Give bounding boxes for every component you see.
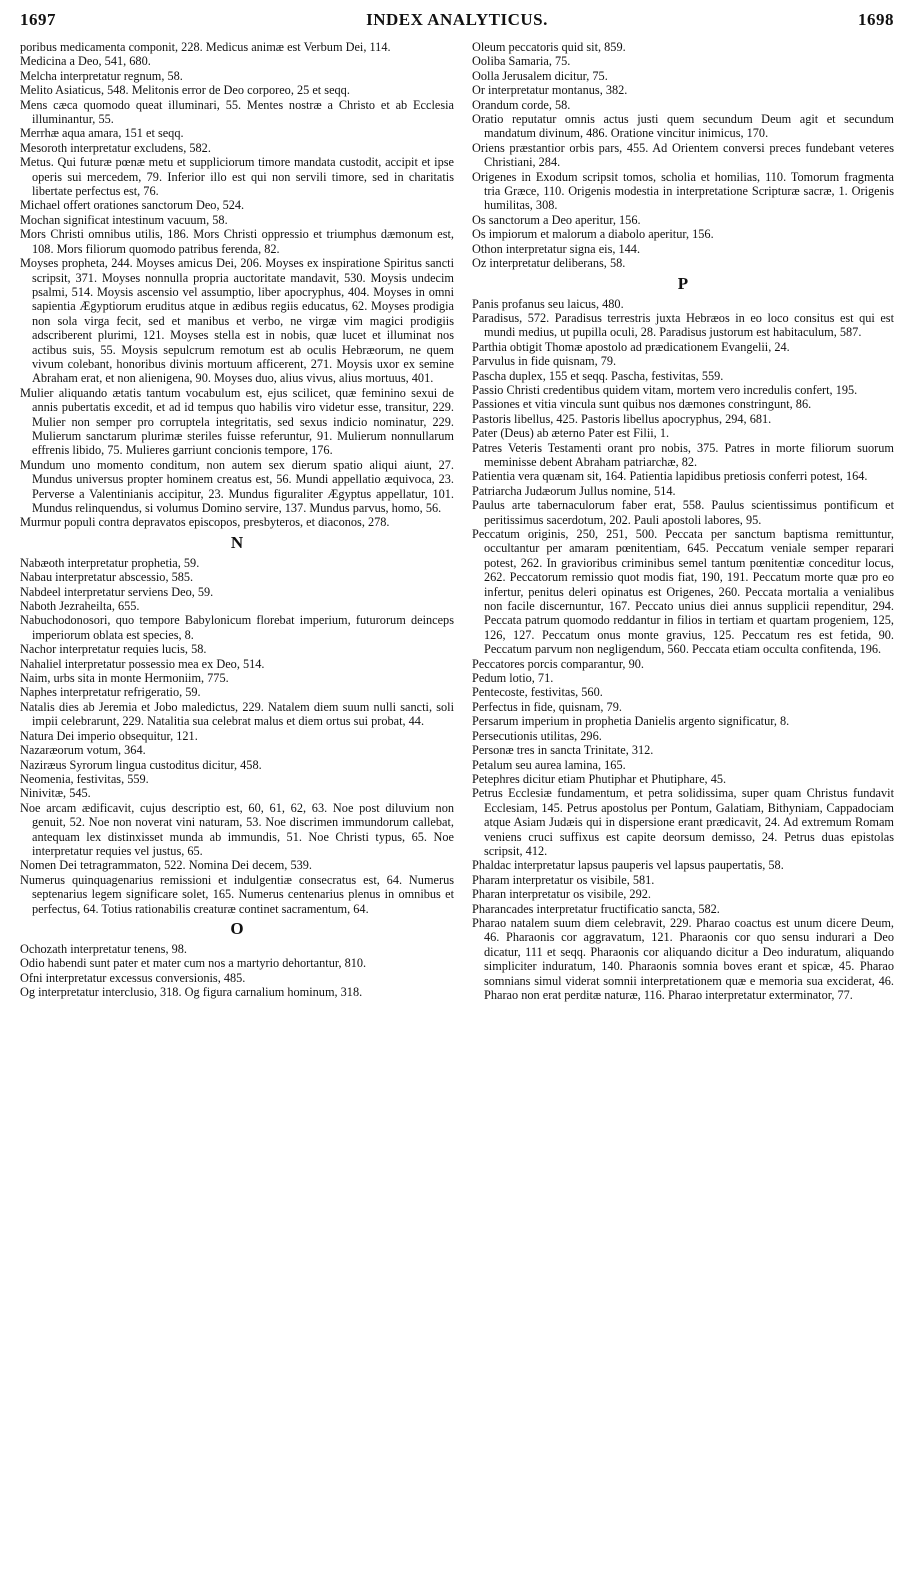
index-entry: Natalis dies ab Jeremia et Jobo maledictus, 229. Natalem diem suum nulli sancti, soli impii celebrarunt, 229. Natalitia sua celebrat malus et diem ortus sui probat, 44.	[20, 699, 454, 729]
index-entry: Medicina a Deo, 541, 680.	[20, 54, 151, 69]
index-entry: Pentecoste, festivitas, 560.	[472, 685, 603, 700]
index-entry: Naphes interpretatur refrigeratio, 59.	[20, 685, 201, 700]
index-entry: Merrhæ aqua amara, 151 et seqq.	[20, 126, 184, 141]
index-entry: Pharan interpretatur os visibile, 292.	[472, 887, 651, 902]
index-entry: Paulus arte tabernaculorum faber erat, 558. Paulus scientissimus pontificum et peritissimus sacerdotum, 202. Pauli apostoli labores, 95.	[472, 498, 894, 527]
index-entry: Pater (Deus) ab æterno Pater est Filii, 1.	[472, 426, 670, 441]
index-entry: Perfectus in fide, quisnam, 79.	[472, 699, 622, 714]
index-entry: Pedum lotio, 71.	[472, 671, 554, 686]
index-entry: Nabau interpretatur abscessio, 585.	[20, 570, 194, 585]
index-entry: Phaldac interpretatur lapsus pauperis vel lapsus paupertatis, 58.	[472, 858, 784, 873]
index-entry: Nabuchodonosori, quo tempore Babylonicum florebat imperium, futurorum deinceps imperiorum oblata est species, 8.	[20, 613, 454, 642]
index-entry: Nabdeel interpretatur serviens Deo, 59.	[20, 584, 214, 599]
index-entry: Numerus quinquagenarius remissioni et indulgentiæ consecratus est, 64. Numerus septenarius legem significare solet, 165. Numerus centenarius plenus in omnibus et perfectus, 64. Totius rationabilis creaturæ continet sacramentum, 64.	[20, 872, 454, 916]
index-entry: Patriarcha Judæorum Jullus nomine, 514.	[472, 483, 676, 498]
index-entry: Persecutionis utilitas, 296.	[472, 728, 602, 743]
index-entry: Metus. Qui futuræ pœnæ metu et suppliciorum timore mandata custodit, accipit et ipse operis sui mercedem, 79. Inferior illo est qui non servili timore, sed in charitatis libertate perfectus est, 76.	[20, 155, 454, 199]
index-entry: Persarum imperium in prophetia Danielis argento significatur, 8.	[472, 714, 790, 729]
index-entry: Petalum seu aurea lamina, 165.	[472, 757, 626, 772]
index-entry: Pharao natalem suum diem celebravit, 229. Pharao coactus est unum dicere Deum, 46. Pharaonis cor aggravatum, 121. Pharaonis cor quo sensu indurari a Deo dicatur, 111 et seqq. Pharaonis cor aliquando dicitur a Deo induratum, aliquando simpliciter induratum, 140. Pharaonis somnia boves erant et spicæ, 45. Pharao somnians simul viderat somnii interpretationem quæ e memoria sua exciderat, 46. Pharao non erat perditæ naturæ, 116. Pharao interpretatur exterminator, 77.	[472, 915, 894, 1002]
index-entry: Nazaræorum votum, 364.	[20, 743, 146, 758]
index-entry: Melcha interpretatur regnum, 58.	[20, 68, 183, 83]
left-column	[20, 40, 454, 1565]
index-entry: Patres Veteris Testamenti orant pro nobis, 375. Patres in morte filiorum suorum meminisse debent Abraham patriarchæ, 82.	[472, 440, 894, 469]
index-entry: Og interpretatur interclusio, 318. Og figura carnalium hominum, 318.	[20, 985, 363, 1000]
section-heading-p: P	[677, 273, 689, 293]
index-entry: Os sanctorum a Deo aperitur, 156.	[472, 212, 641, 227]
index-entry: Mors Christi omnibus utilis, 186. Mors Christi oppressio et triumphus dæmonum est, 108. Mors filiorum quomodo patribus ferenda, 82.	[20, 227, 454, 256]
right-column	[472, 40, 894, 1565]
index-entry: Nabæoth interpretatur prophetia, 59.	[20, 555, 200, 570]
index-entry: Orandum corde, 58.	[472, 97, 571, 112]
index-entry: Ofni interpretatur excessus conversionis, 485.	[20, 970, 246, 985]
index-entry: Pascha duplex, 155 et seqq. Pascha, festivitas, 559.	[472, 368, 724, 383]
index-entry: Patientia vera quænam sit, 164. Patientia lapidibus pretiosis conferri potest, 164.	[472, 469, 868, 484]
index-entry: Oolla Jerusalem dicitur, 75.	[472, 68, 608, 83]
entries-o-continued	[472, 40, 894, 271]
index-entry: Personæ tres in sancta Trinitate, 312.	[472, 743, 654, 758]
index-entry: poribus medicamenta componit, 228. Medicus animæ est Verbum Dei, 114.	[20, 40, 391, 54]
index-entry: Mulier aliquando ætatis tantum vocabulum est, ejus scilicet, quæ feminino sexui de annis pubertatis excedit, et ad id tempus quo habilis viro videtur esse, transitur, 229. Mulier non semper pro corruptela integritatis, sed sexus indicio nominatur, 229. Mulierum sanctarum plurimæ steriles fuisse referuntur, 91. Mulierum nonnullarum effrenis libido, 75. Mulieres garriunt concionis tempore, 176.	[20, 385, 454, 458]
index-entry: Othon interpretatur signa eis, 144.	[472, 241, 641, 256]
index-entry: Naim, urbs sita in monte Hermoniim, 775.	[20, 671, 229, 686]
index-entry: Naziræus Syrorum lingua custoditus dicitur, 458.	[20, 757, 262, 772]
index-entry: Nahaliel interpretatur possessio mea ex Deo, 514.	[20, 656, 265, 671]
entries-o	[20, 942, 454, 1000]
index-entry: Mesoroth interpretatur excludens, 582.	[20, 140, 211, 155]
section-heading-n: N	[230, 532, 244, 552]
index-entry: Pharam interpretatur os visibile, 581.	[472, 872, 655, 887]
index-entry: Odio habendi sunt pater et mater cum nos a martyrio dehortantur, 810.	[20, 956, 367, 971]
index-entry: Naboth Jezraheilta, 655.	[20, 599, 140, 614]
index-entry: Nomen Dei tetragrammaton, 522. Nomina Dei decem, 539.	[20, 858, 312, 873]
page-title: INDEX ANALYTICUS.	[366, 10, 548, 29]
index-entry: Os impiorum et malorum a diabolo aperitur, 156.	[472, 227, 714, 242]
index-entry: Neomenia, festivitas, 559.	[20, 771, 149, 786]
index-entry: Moyses propheta, 244. Moyses amicus Dei, 206. Moyses ex inspiratione Spiritus sancti scripsit, 371. Moyses nonnulla propria auctoritate mandavit, 530. Moysis undecim psalmi, 514. Moysis ascensio vel assumptio, liber apocryphus, 404. Moyses in omni sapientia Ægyptiorum eruditus atque in ædibus regiis educatus, 62. Moyses prodigia non sola virga fecit, sed et manibus et verbo, ne virgæ vim magici prodigiis adscriberent plurimi, 121. Moyses stella est in nobis, quæ lucet et illuminat nos actibus suis, 55. Moysis sepulcrum remotum est ab oculis Hebræorum, ne quem vivum colebant, honoribus divinis mortuum afficerent, 271. Moysis uxor ex semine Abraham erat, et non alienigena, 90. Moyses duo, alius vivus, alius mortuus, 401.	[20, 256, 454, 386]
index-entry: Oleum peccatoris quid sit, 859.	[472, 40, 626, 54]
index-entry: Parthia obtigit Thomæ apostolo ad prædicationem Evangelii, 24.	[472, 339, 790, 354]
index-entry: Pharancades interpretatur fructificatio sancta, 582.	[472, 901, 720, 916]
index-entry: Passiones et vitia vincula sunt quibus nos dæmones constringunt, 86.	[472, 397, 812, 412]
index-entry: Murmur populi contra depravatos episcopos, presbyteros, et diaconos, 278.	[20, 515, 390, 530]
index-entry: Mens cæca quomodo queat illuminari, 55. Mentes nostræ a Christo et ab Ecclesia illuminantur, 55.	[20, 97, 454, 127]
index-entry: Natura Dei imperio obsequitur, 121.	[20, 728, 198, 743]
index-entry: Mochan significat intestinum vacuum, 58.	[20, 212, 228, 227]
index-entry: Nachor interpretatur requies lucis, 58.	[20, 642, 207, 657]
index-entry: Oratio reputatur omnis actus justi quem secundum Deum agit et secundum mandatum divinum, 486. Oratione vincitur inimicus, 170.	[472, 112, 894, 141]
entries-p	[472, 297, 894, 1003]
index-entry: Pastoris libellus, 425. Pastoris libellus apocryphus, 294, 681.	[472, 411, 772, 426]
index-entry: Parvulus in fide quisnam, 79.	[472, 354, 617, 369]
entries-m	[20, 40, 454, 530]
index-entry: Ochozath interpretatur tenens, 98.	[20, 941, 187, 956]
index-entry: Oz interpretatur deliberans, 58.	[472, 256, 626, 271]
page-number-right: 1698	[858, 10, 894, 29]
index-entry: Petephres dicitur etiam Phutiphar et Phutiphare, 45.	[472, 771, 727, 786]
index-entry: Panis profanus seu laicus, 480.	[472, 296, 624, 311]
page-header	[20, 10, 894, 36]
index-entry: Peccatum originis, 250, 251, 500. Peccata per sanctum baptisma remittuntur, occultantur per amaram pœnitentiam, 645. Peccatum veniale semper reparari potest, 262. In gravioribus criminibus semel tantum pœnitentiæ conceditur locus, 262. Peccatorum remissio quot modis fiat, 190, 191. Peccatum morte quæ pro eo infertur, penitus deleri opinatus est Origenes, 260. Peccata mortalia a venialibus non facile discernuntur, 167. Peccato unius diei annus supplicii rependitur, 294. Peccata patrum quomodo reddantur in filios in tertiam et quartam progeniem, 125, 126, 127. Peccatum onus monte gravius, 125. Peccatum res est fetida, 90. Peccatum parvum non negligendum, 560. Peccata etiam occulta confitenda, 196.	[472, 527, 894, 657]
index-entry: Ooliba Samaria, 75.	[472, 54, 571, 69]
page-number-left: 1697	[20, 10, 56, 29]
index-entry: Passio Christi credentibus quidem vitam, mortem vero incredulis confert, 195.	[472, 382, 858, 397]
index-entry: Mundum uno momento conditum, non autem sex dierum spatio aliqui aiunt, 27. Mundus universus propter hominem creatus est, 56. Mundi appellatio æquivoca, 23. Perverse a Valentinianis accipitur, 23. Mundus figuraliter Ægyptus appellatur, 101. Mundus relinquendus, si volumus Domino servire, 137. Mundus parvus, homo, 56.	[20, 457, 454, 515]
index-entry: Or interpretatur montanus, 382.	[472, 83, 628, 98]
index-entry: Petrus Ecclesiæ fundamentum, et petra solidissima, super quam Christus fundavit Ecclesiam, 145. Petrus apostolus per Pontum, Galatiam, Bithyniam, Cappadociam atque Asiam Judæis qui in dispersione erant prædicavit, 24. Ad extremum Romam veniens cruci suffixus est capite deorsum demisso, 24. Petrus duas epistolas scripsit, 412.	[472, 786, 894, 858]
section-heading-o: O	[230, 918, 244, 938]
index-entry: Noe arcam ædificavit, cujus descriptio est, 60, 61, 62, 63. Noe post diluvium non genuit, 52. Noe non noverat vini naturam, 53. Noe discrimen immundorum callebat, antequam lex distinxisset munda ab immundis, 51. Noe Christi typus, 65. Noe interpretatur requies vel justus, 65.	[20, 800, 454, 858]
index-entry: Michael offert orationes sanctorum Deo, 524.	[20, 198, 245, 213]
index-entry: Ninivitæ, 545.	[20, 786, 91, 801]
index-entry: Peccatores porcis comparantur, 90.	[472, 656, 644, 671]
index-entry: Melito Asiaticus, 548. Melitonis error de Deo corporeo, 25 et seqq.	[20, 83, 350, 98]
index-entry: Paradisus, 572. Paradisus terrestris juxta Hebræos in eo loco consitus est qui est mundi medius, ut pupilla oculi, 28. Paradisus justorum est habitaculum, 587.	[472, 310, 894, 340]
index-entry: Oriens præstantior orbis pars, 455. Ad Orientem conversi preces fundebant veteres Christiani, 284.	[472, 140, 894, 170]
index-entry: Origenes in Exodum scripsit tomos, scholia et homilias, 110. Tomorum fragmenta tria Græce, 110. Origenis modestia in interpretatione Scripturæ sacræ, 1. Origenis humilitas, 308.	[472, 169, 894, 213]
entries-n	[20, 556, 454, 916]
